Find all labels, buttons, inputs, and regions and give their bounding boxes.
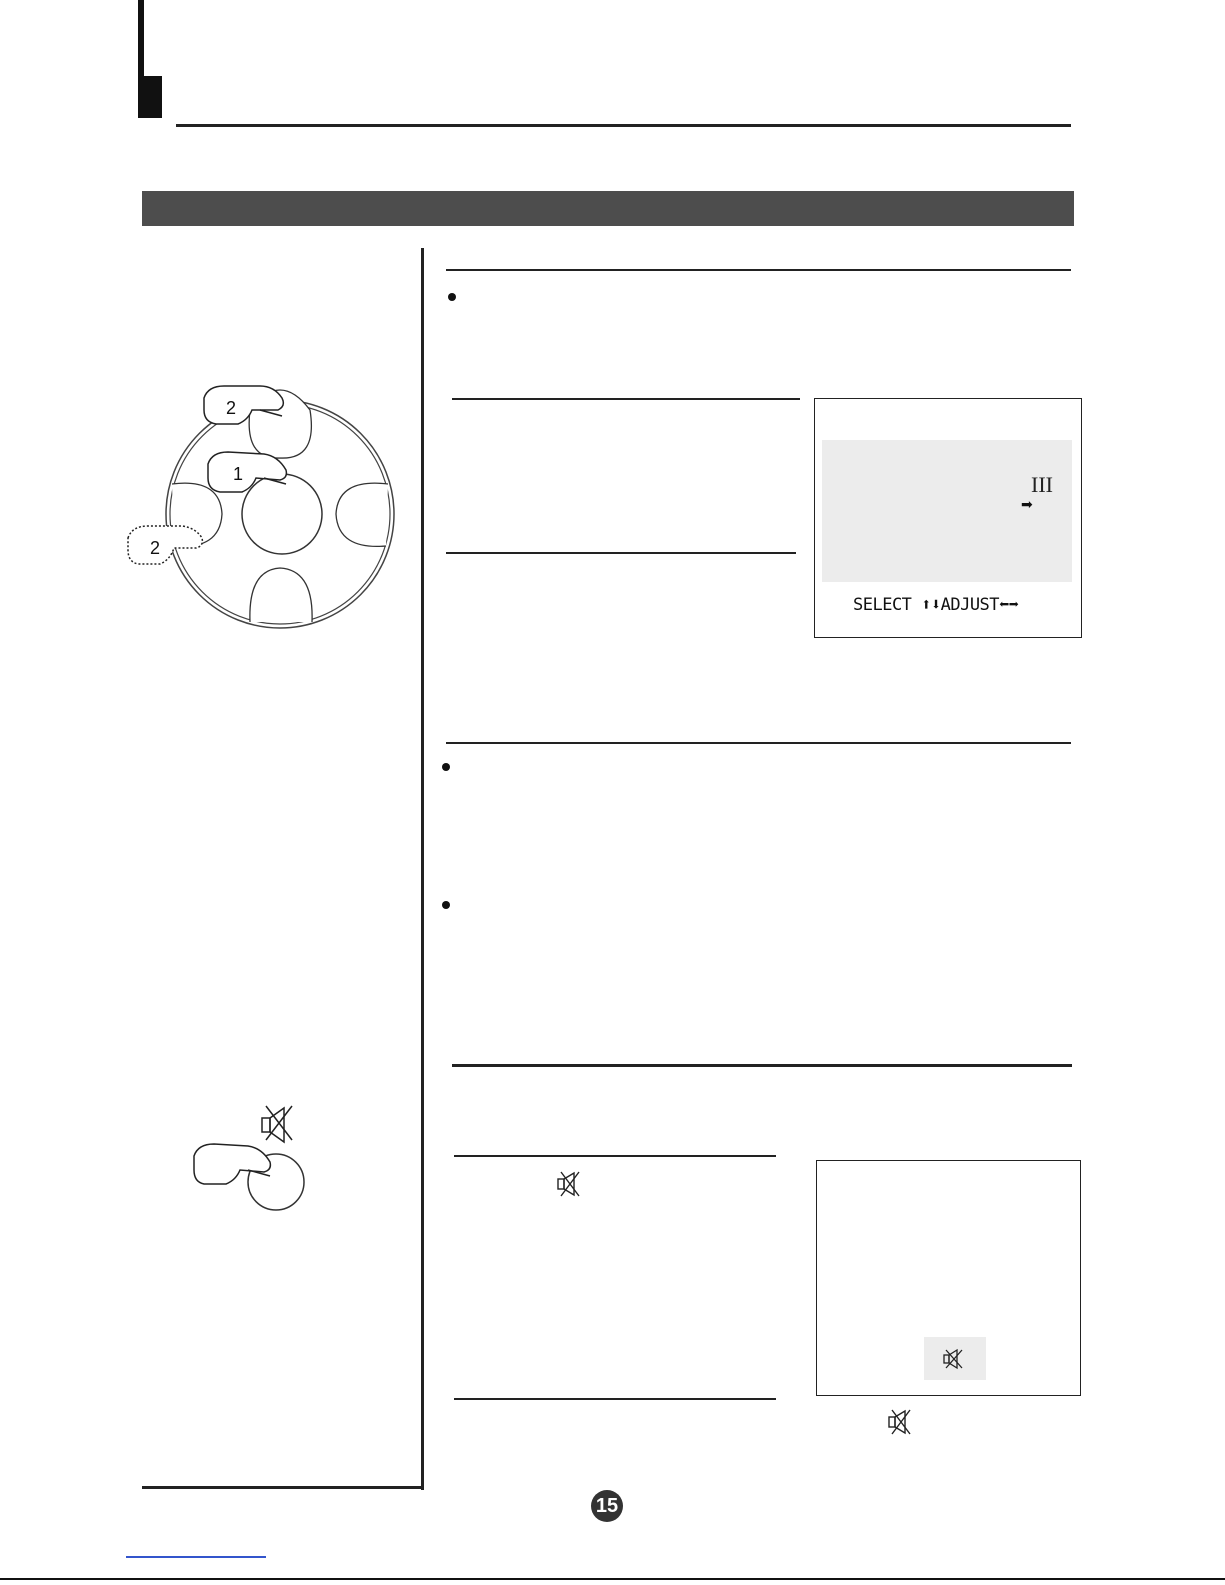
mute-speaker-icon (262, 1106, 292, 1142)
bottom-edge-rule (0, 1578, 1225, 1580)
hand-pointer-left-icon (128, 526, 202, 564)
remote-joystick-diagram (120, 380, 410, 640)
bullet-1 (448, 293, 456, 301)
section-rule-2 (446, 742, 1071, 744)
bullet-2 (442, 763, 450, 771)
mute-osd-icon (942, 1347, 966, 1371)
header-tab-block (138, 76, 162, 118)
section-title-bar (142, 191, 1074, 226)
joystick-center-button[interactable] (242, 474, 322, 554)
osd-menu-panel (822, 440, 1072, 582)
table-rule-1 (452, 398, 800, 400)
step-label-left: 2 (150, 538, 161, 558)
joystick-right-button[interactable] (336, 483, 388, 546)
mute-table-rule-2 (454, 1398, 776, 1400)
mute-osd-box (816, 1160, 1081, 1396)
section-rule-1 (446, 269, 1071, 271)
osd-roman-value: III (1031, 472, 1053, 497)
header-rule (176, 124, 1071, 127)
inline-mute-icon (555, 1170, 583, 1198)
osd-select-adjust-hint: SELECT ⬆⬇ADJUST⬅➡ (853, 595, 1019, 615)
mute-section-rule (452, 1064, 1072, 1067)
caption-mute-icon (886, 1408, 914, 1436)
left-column-bottom-rule (142, 1486, 424, 1489)
mute-button-diagram (190, 1100, 320, 1220)
mute-table-rule-1 (454, 1155, 776, 1157)
page-number-badge: 15 (591, 1490, 623, 1522)
joystick-down-button[interactable] (250, 568, 312, 622)
step-label-top: 2 (226, 398, 237, 418)
left-column-divider (421, 248, 424, 1490)
bottom-link-underline (126, 1556, 266, 1558)
osd-right-arrow-icon: ➡ (1021, 497, 1033, 513)
osd-menu-box (814, 398, 1082, 638)
step-label-center: 1 (233, 464, 244, 484)
bullet-3 (442, 901, 450, 909)
table-rule-2 (446, 552, 796, 554)
